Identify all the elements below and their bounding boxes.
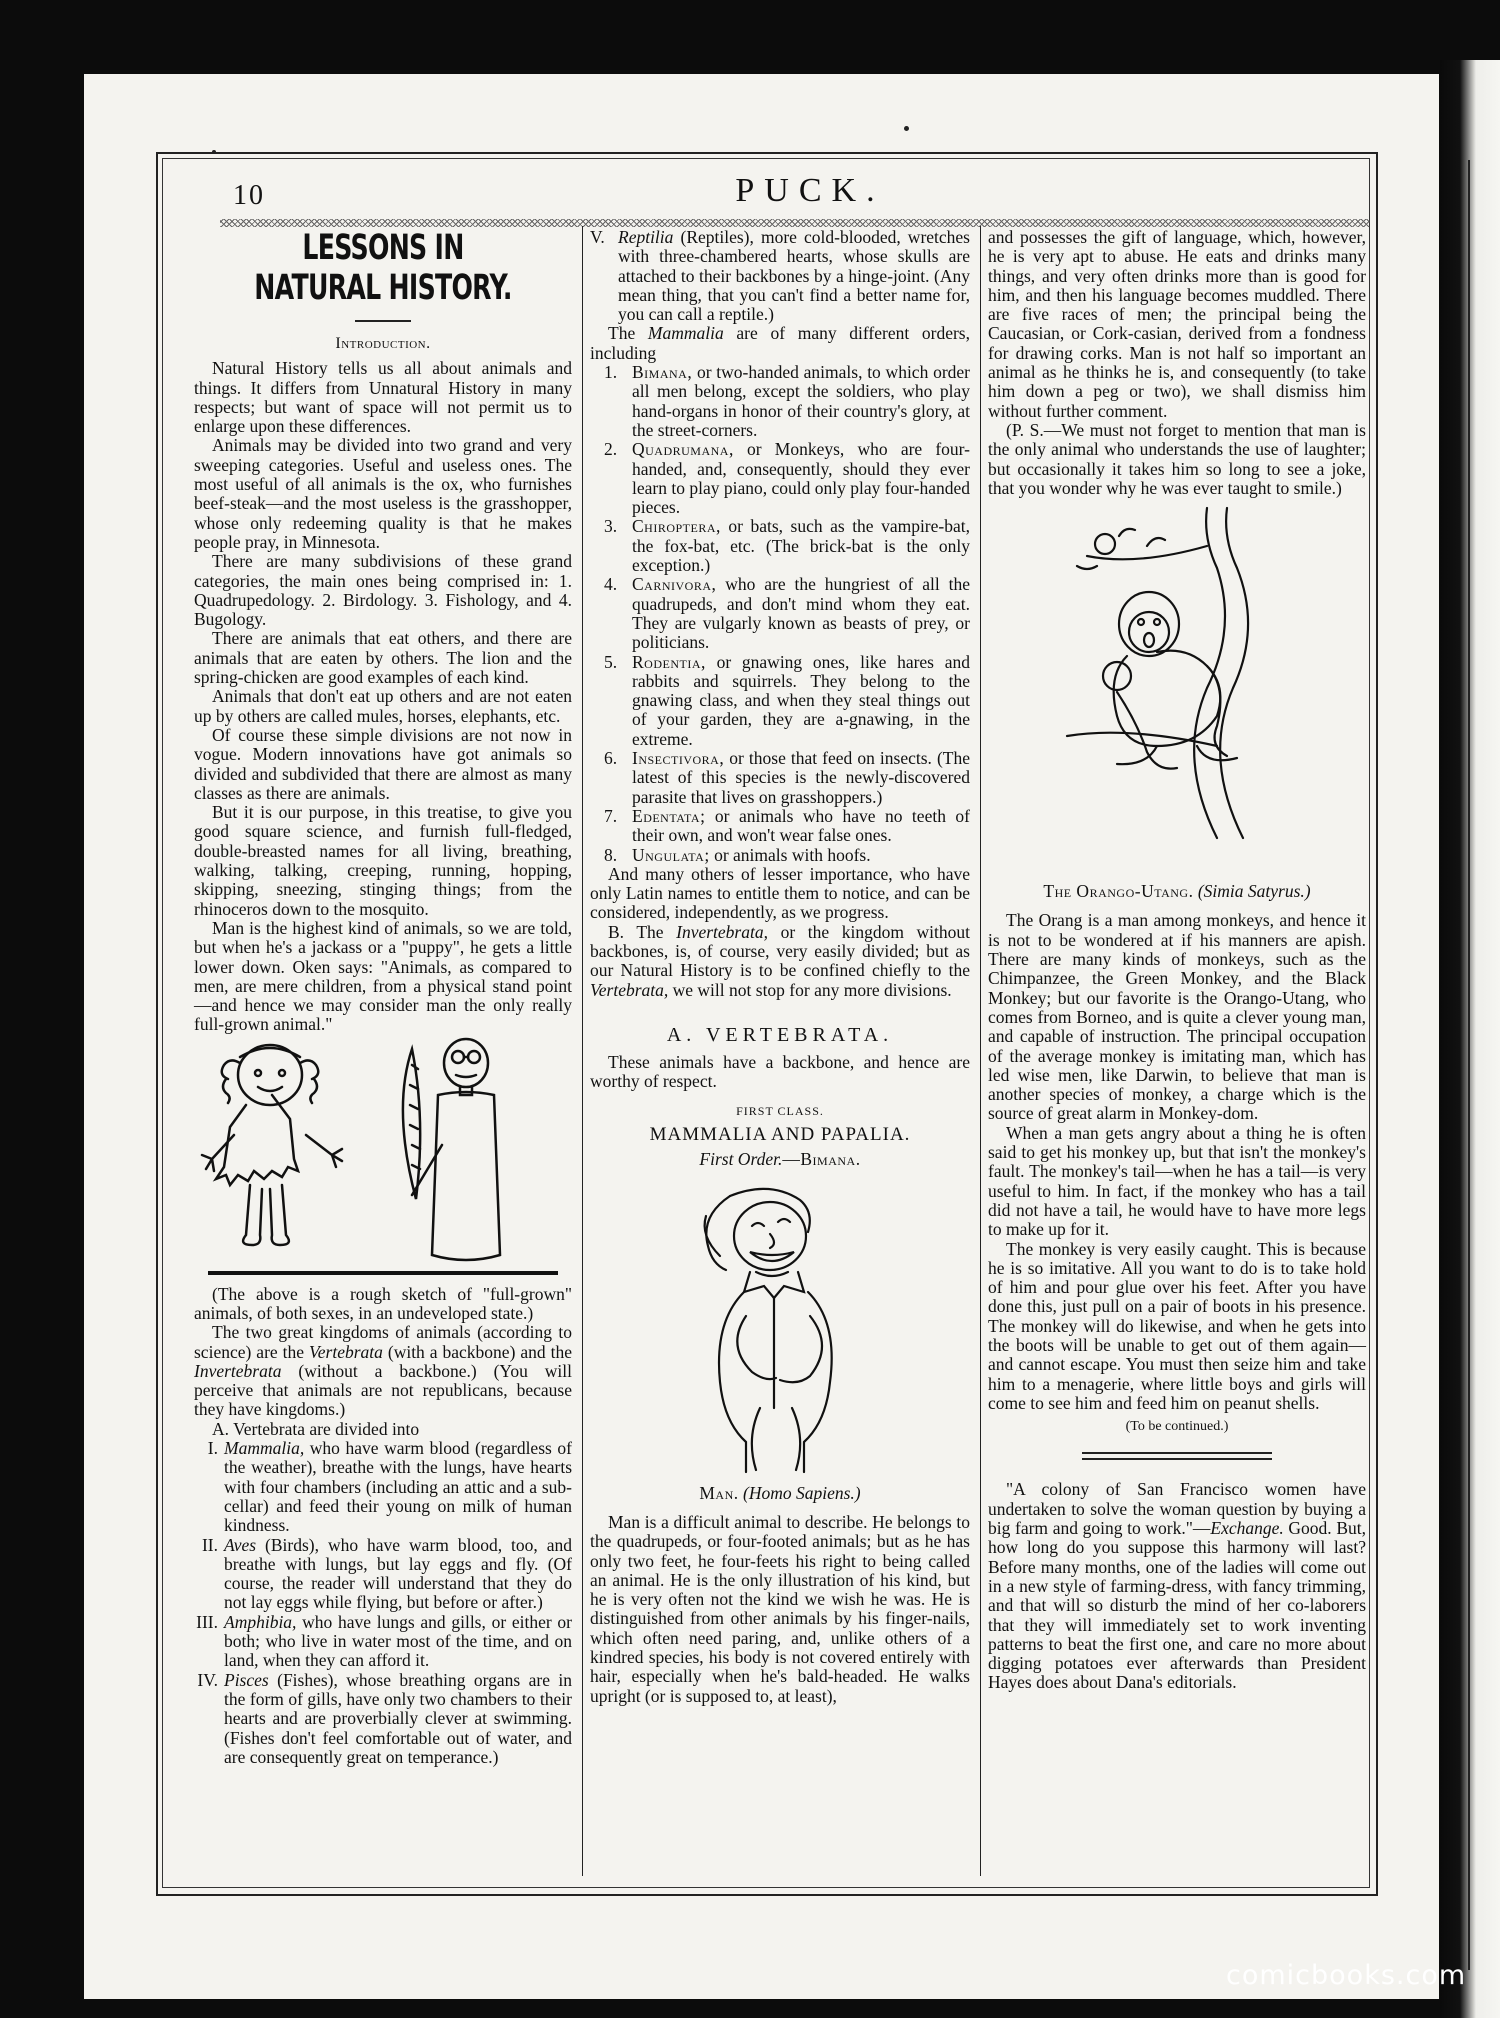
- paragraph: The Mammalia are of many different orders, including: [590, 323, 970, 363]
- column-3: [988, 228, 1366, 1693]
- paragraph: Animals that don't eat up others and are not eaten up by others are called mules, horses, elephants, etc.: [194, 686, 572, 726]
- header-rule: [220, 219, 1370, 227]
- list-intro: A. Vertebrata are divided into: [212, 1418, 420, 1439]
- paragraph: (P. S.—We must not forget to mention that man is the only animal who understands the use of laughter; but occasionally it takes him so long to see a joke, that you wonder why he was ever taught to smile.): [988, 419, 1366, 498]
- order-heading: First Order.—Bimana.: [699, 1149, 861, 1170]
- man-caption: Man. (Homo Sapiens.): [699, 1482, 861, 1503]
- paragraph: These animals have a backbone, and hence are worthy of respect.: [590, 1052, 970, 1092]
- list-item: II. Aves (Birds), who have warm blood, too, and breathe with lungs, but lay eggs and fly. (Of course, the reader will understand that they do not lay eggs while flying, but before or after.): [201, 1534, 572, 1613]
- paragraph: B. The Invertebrata, or the kingdom without backbones, is, of course, very easily divided; but as our Natural History is to be confined chiefly to the Vertebrata, we will not stop for any more divisions.: [590, 921, 970, 1000]
- list-item: 1. Bimana, or two-handed animals, to which order all men belong, except the soldiers, who play hand-organs in honor of their country's glory, at the street-corners.: [604, 362, 970, 440]
- paragraph: and possesses the gift of language, which, however, he is very apt to abuse. He eats and drinks many things, and very often drinks more than is good for him, and then his language becomes muddled. There are five races of men; the principal being the Caucasian, or Cork-casian, derived from a fondness for drawing corks. Man is not half so important an animal as he thinks he is, and consequently (to take him down a peg or two), we shall dismiss him without further comment.: [988, 227, 1366, 421]
- column-rule-2: [980, 226, 981, 1876]
- list-item: 6. Insectivora, or those that feed on insects. (The latest of this species is the newly-discovered parasite that lives on grasshoppers.): [604, 748, 970, 807]
- continued-note: (To be continued.): [1125, 1419, 1229, 1435]
- column-rule-1: [582, 226, 583, 1876]
- paragraph: And many others of lesser importance, who have only Latin names to entitle them to notice, and can be considered, independently, as we progress.: [590, 863, 970, 923]
- watermark: comicbooks.com: [1226, 1960, 1467, 1991]
- column-2: [590, 228, 970, 1706]
- list-item: 3. Chiroptera, or bats, such as the vampire-bat, the fox-bat, etc. (The brick-bat is the only exception.): [604, 516, 970, 576]
- column-1: [194, 228, 572, 1767]
- ink-speck: [904, 126, 909, 131]
- list-item: 2. Quadrumana, or Monkeys, who are four-handed, and, consequently, should they ever learn to play piano, could only play four-handed pieces.: [604, 439, 970, 518]
- masthead: PUCK.: [735, 172, 885, 209]
- page-number: 10: [233, 180, 265, 211]
- paragraph: Man is the highest kind of animals, so we are told, but when he's a jackass or a "puppy", he gets a little lower down. Oken says: "Animals, as compared to men, are mere children, from a physical stand point—and hence we may consider man the only really full-grown animal.": [194, 917, 572, 1035]
- vertebrata-classes: [194, 1439, 572, 1767]
- book-spine: [1440, 60, 1500, 2018]
- class-title: MAMMALIA AND PAPALIA.: [649, 1124, 911, 1146]
- paragraph: There are many subdivisions of these grand categories, the main ones being comprised in: 1. Quadrupedology. 2. Birdology. 3. Fishology, and 4. Bugology.: [194, 551, 572, 630]
- double-rule: [1082, 1452, 1272, 1460]
- list-item: IV. Pisces (Fishes), whose breathing organs are in the form of gills, have only two chambers to their hearts and are proverbially clever at swimming. (Fishes don't feel comfortable out of water, and are consequently great on temperance.): [197, 1669, 572, 1767]
- list-item: 7. Edentata; or animals who have no teeth of their own, and won't wear false ones.: [604, 805, 970, 846]
- list-item: V. Reptilia (Reptiles), more cold-blooded, wretches with three-chambered hearts, whose skulls are attached to their backbones by a hinge-joint. (Any mean thing, that you can't find a better name for, you can call a reptile.): [590, 227, 970, 325]
- section-title: A. VERTEBRATA.: [666, 1023, 894, 1046]
- paragraph: Of course these simple divisions are not now in vogue. Modern innovations have got animals so divided and subdivided that there are almost as many classes as there are animals.: [194, 724, 572, 803]
- title-rule: [355, 320, 411, 322]
- article-title: LESSONS IN NATURAL HISTORY.: [254, 228, 512, 308]
- paragraph: "A colony of San Francisco women have undertaken to solve the woman question by buying a big farm and going to work."—Exchange. Good. But, how long do you suppose this harmony will last? Before many months, one of the ladies will come out in a new style of farming-dress, with fancy trimming, and that will so disturb the mind of her co-laborers that they will immediately set to work inventing patterns to beat the first one, and care no more about digging potatoes ever afterwards than President Hayes does about Dana's editorials.: [988, 1479, 1366, 1693]
- paragraph: Animals may be divided into two grand and very sweeping categories. Useful and useless ones. The most useful of all animals is the ox, who furnishes beef-steak—and the most useless is the grasshopper, whose only redeeming quality is that he makes people pray, in Minnesota.: [194, 435, 572, 552]
- list-item: III. Amphibia, who have lungs and gills, or either or both; who live in water most of the time, and on land, when they can afford it.: [196, 1611, 572, 1671]
- orang-utang-illustration: [1057, 506, 1297, 876]
- sketch-caption: (The above is a rough sketch of "full-grown" animals, of both sexes, in an undeveloped state.): [194, 1283, 572, 1323]
- orang-caption: The Orango-Utang. (Simia Satyrus.): [1043, 881, 1311, 902]
- paragraph: The Orang is a man among monkeys, and hence it is not to be wondered at if his manners are apish. There are many kinds of monkeys, such as the Chimpanzee, the Green Monkey, and the Black Monkey; but our favorite is the Orango-Utang, who comes from Borneo, and is quite a clever young man, and capable of instruction. The principal occupation of the average monkey is imitating man, which has led wise men, like Darwin, to believe that man is another species of monkey, a charge which is the source of great alarm in Monkey-dom.: [988, 910, 1366, 1124]
- mammalia-orders: [590, 363, 970, 865]
- facing-page-border: [1468, 160, 1470, 1970]
- list-item: 5. Rodentia, or gnawing ones, like hares and rabbits and squirrels. They belong to the gnawing class, and when they steal things out of your garden, they are a-gnawing, in the extreme.: [604, 651, 970, 749]
- paragraph: Natural History tells us all about animals and things. It differs from Unnatural History in many respects; but want of space will not permit us to enlarge upon these differences.: [194, 358, 572, 437]
- paragraph: When a man gets angry about a thing he is often said to get his monkey up, but that isn't the monkey's fault. The monkey's tail—when he has a tail—is very useful to him. In fact, if the monkey who has a tail did not have a tail, he would have to have more legs to make up for it.: [988, 1122, 1366, 1240]
- boy-figure-with-feather: [403, 1039, 500, 1260]
- paragraph: There are animals that eat others, and there are animals that are eaten by others. The lion and the spring-chicken are good examples of each kind.: [194, 628, 572, 688]
- intro-heading: Introduction.: [335, 335, 431, 352]
- paragraph: But it is our purpose, in this treatise, to give you good square science, and furnish full-fledged, double-breasted names for all living, breathing, walking, talking, creeping, running, hopping, skipping, sneezing, stinging things; from the rhinoceros down to the mosquito.: [194, 802, 572, 919]
- list-item: 4. Carnivora, who are the hungriest of all the quadrupeds, and don't mind whom they eat. They are vulgarly known as beasts of prey, or politicians.: [604, 574, 970, 653]
- reptilia-entry: [590, 228, 970, 324]
- laughing-man-illustration: [660, 1176, 900, 1476]
- paragraph: Man is a difficult animal to describe. He belongs to the quadrupeds, or four-footed animals; but as he has only two feet, he four-feets his right to being called an animal. He is the only illustration of his kind, but he is very often not the kind we wish he was. He is distinguished from other animals by his finger-nails, which often need paring, and, unlike others of a kindred species, his body is not covered entirely with hair, especially when he's bald-headed. He walks upright (or is supposed to, at least),: [590, 1511, 970, 1706]
- class-label: FIRST CLASS.: [736, 1103, 824, 1118]
- paragraph: The two great kingdoms of animals (according to science) are the Vertebrata (with a backbone) and the Invertebrata (without a backbone.) (You will perceive that animals are not republicans, because they have kingdoms.): [194, 1322, 573, 1420]
- paragraph: The monkey is very easily caught. This is because he is so imitative. All you want to do is to take hold of him and pour glue over his feet. After you have done this, just pull on a pair of boots in his presence. The monkey will do likewise, and when he gets into the boots will be unable to get out of them again—and cannot escape. You must then seize him and take him to a menagerie, where little boys and girls will come to see him and feed him on peanut shells.: [988, 1238, 1366, 1413]
- full-grown-animals-illustration: [198, 1035, 568, 1285]
- girl-figure: [202, 1045, 342, 1245]
- list-item: I. Mammalia, who have warm blood (regardless of the weather), breathe with the lungs, have hearts with four chambers (including an attic and a sub-cellar) and feed their young on milk of human kindness.: [207, 1438, 572, 1536]
- ground-line: [208, 1271, 558, 1275]
- list-item: 8. Ungulata; or animals with hoofs.: [604, 844, 871, 865]
